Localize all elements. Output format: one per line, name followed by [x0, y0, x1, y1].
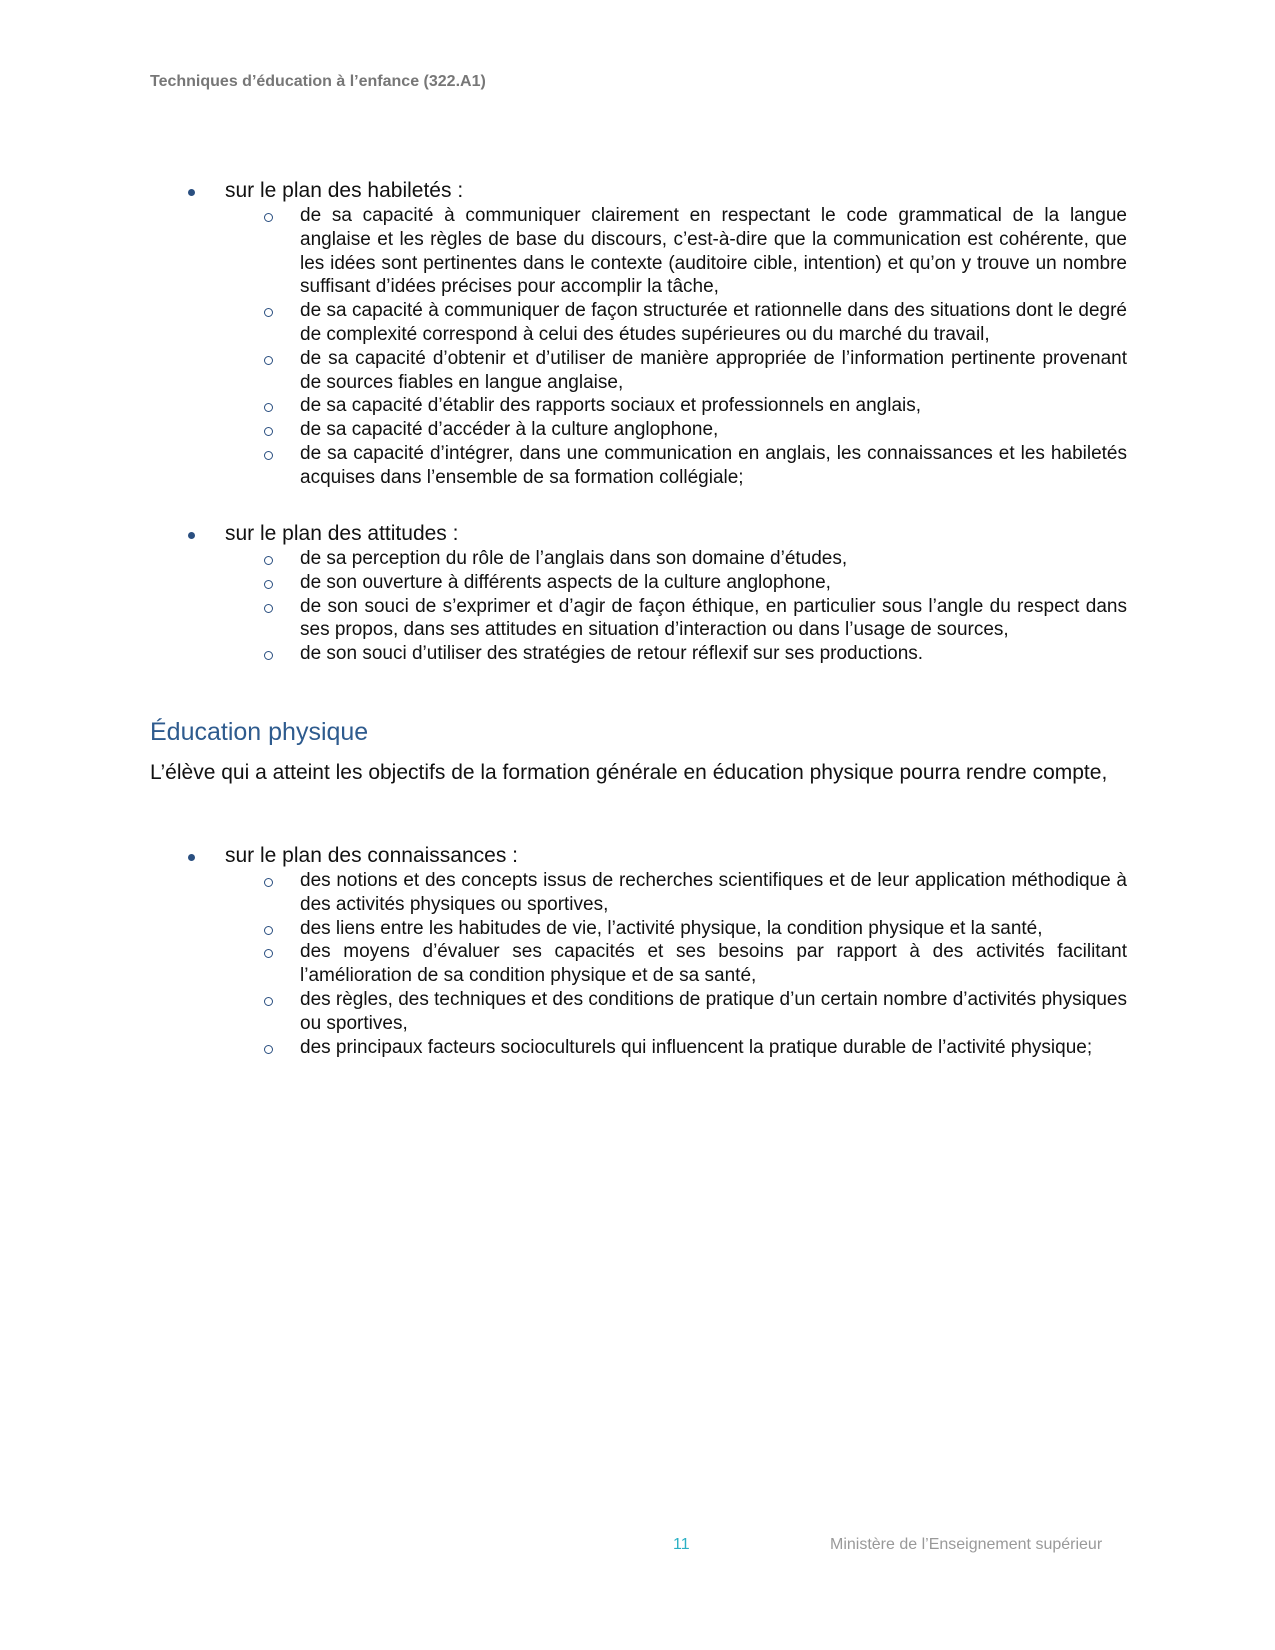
item-text: des notions et des concepts issus de recherches scientifiques et de leur application méthodique à des activités physiques ou sportives, — [300, 870, 1127, 915]
list-item — [150, 869, 1127, 917]
item-text: de son souci d’utiliser des stratégies de retour réflexif sur ses productions. — [300, 643, 924, 665]
item-text: de sa perception du rôle de l’anglais dans son domaine d’études, — [300, 548, 848, 569]
list-item — [150, 917, 1127, 941]
item-text: de sa capacité d’intégrer, dans une communication en anglais, les connaissances et les habiletés acquises dans l’ensemble de sa formation collégiale; — [300, 442, 1127, 488]
list-item — [150, 642, 1127, 666]
section-heading: Éducation physique — [150, 718, 369, 746]
circle-bullet-icon — [264, 926, 273, 935]
bullet-label: sur le plan des habiletés : — [225, 179, 464, 202]
abilities-group — [150, 178, 1127, 490]
circle-bullet-icon — [264, 1045, 273, 1054]
circle-bullet-icon — [264, 580, 273, 589]
sub-list — [150, 204, 1127, 490]
sub-list — [150, 869, 1127, 1059]
list-item — [150, 418, 1127, 442]
list-item — [150, 394, 1127, 418]
list-item — [150, 547, 1127, 571]
item-text: de son souci de s’exprimer et d’agir de façon éthique, en particulier sous l’angle du respect dans ses propos, dans ses attitudes en situation d’interaction ou dans l’usage de sources, — [300, 595, 1127, 641]
bullet-heading — [150, 843, 1127, 869]
item-text: des règles, des techniques et des conditions de pratique d’un certain nombre d’activités physiques ou sportives, — [300, 988, 1128, 1034]
item-text: de son ouverture à différents aspects de la culture anglophone, — [300, 571, 831, 593]
bullet-label: sur le plan des attitudes : — [225, 522, 459, 545]
circle-bullet-icon — [264, 651, 273, 660]
circle-bullet-icon — [264, 403, 273, 412]
bullet-icon — [188, 189, 195, 196]
sub-list — [150, 547, 1127, 666]
bullet-label: sur le plan des connaissances : — [225, 844, 519, 867]
circle-bullet-icon — [264, 949, 273, 958]
circle-bullet-icon — [264, 427, 273, 436]
circle-bullet-icon — [264, 878, 273, 887]
circle-bullet-icon — [264, 556, 273, 565]
circle-bullet-icon — [264, 604, 273, 613]
knowledge-group — [150, 843, 1127, 1059]
circle-bullet-icon — [264, 356, 273, 365]
list-item — [150, 299, 1127, 347]
item-text: des liens entre les habitudes de vie, l’activité physique, la condition physique et la santé, — [300, 917, 1043, 939]
list-item — [150, 442, 1127, 490]
list-item — [150, 571, 1127, 595]
list-item — [150, 988, 1127, 1036]
list-item — [150, 204, 1127, 299]
item-text: de sa capacité d’obtenir et d’utiliser de manière appropriée de l’information pertinente provenant de sources fiables en langue anglaise, — [300, 347, 1127, 393]
list-item — [150, 595, 1127, 643]
bullet-heading — [150, 521, 1127, 547]
intro-paragraph: L’élève qui a atteint les objectifs de la formation générale en éducation physique pourra rendre compte, — [150, 761, 1108, 784]
item-text: des moyens d’évaluer ses capacités et ses besoins par rapport à des activités facilitant l’amélioration de sa condition physique et de sa santé, — [300, 941, 1127, 987]
page-number: 11 — [673, 1536, 690, 1553]
circle-bullet-icon — [264, 997, 273, 1006]
circle-bullet-icon — [264, 308, 273, 317]
item-text: de sa capacité d’établir des rapports sociaux et professionnels en anglais, — [300, 395, 922, 417]
list-item — [150, 1036, 1127, 1060]
item-text: de sa capacité à communiquer clairement en respectant le code grammatical de la langue anglaise et les règles de base du discours, c’est-à-dire que la communication est cohérente, que les idées sont pertinentes dans le contexte (auditoire cible, intention) et qu’on y trouve un nombre suffisant d’idées précises pour accomplir la tâche, — [300, 205, 1127, 298]
list-item — [150, 347, 1127, 395]
bullet-icon — [188, 854, 195, 861]
bullet-heading — [150, 178, 1127, 204]
attitudes-group — [150, 521, 1127, 666]
item-text: de sa capacité à communiquer de façon structurée et rationnelle dans des situations dont le degré de complexité correspond à celui des études supérieures ou du marché du travail, — [300, 300, 1127, 345]
item-text: des principaux facteurs socioculturels qui influencent la pratique durable de l’activité physique; — [300, 1036, 1093, 1058]
circle-bullet-icon — [264, 213, 273, 222]
list-item — [150, 940, 1127, 988]
footer-org: Ministère de l’Enseignement supérieur — [830, 1536, 1103, 1553]
running-header: Techniques d’éducation à l’enfance (322.A1) — [150, 73, 486, 90]
circle-bullet-icon — [264, 451, 273, 460]
item-text: de sa capacité d’accéder à la culture anglophone, — [300, 419, 719, 441]
bullet-icon — [188, 532, 195, 539]
